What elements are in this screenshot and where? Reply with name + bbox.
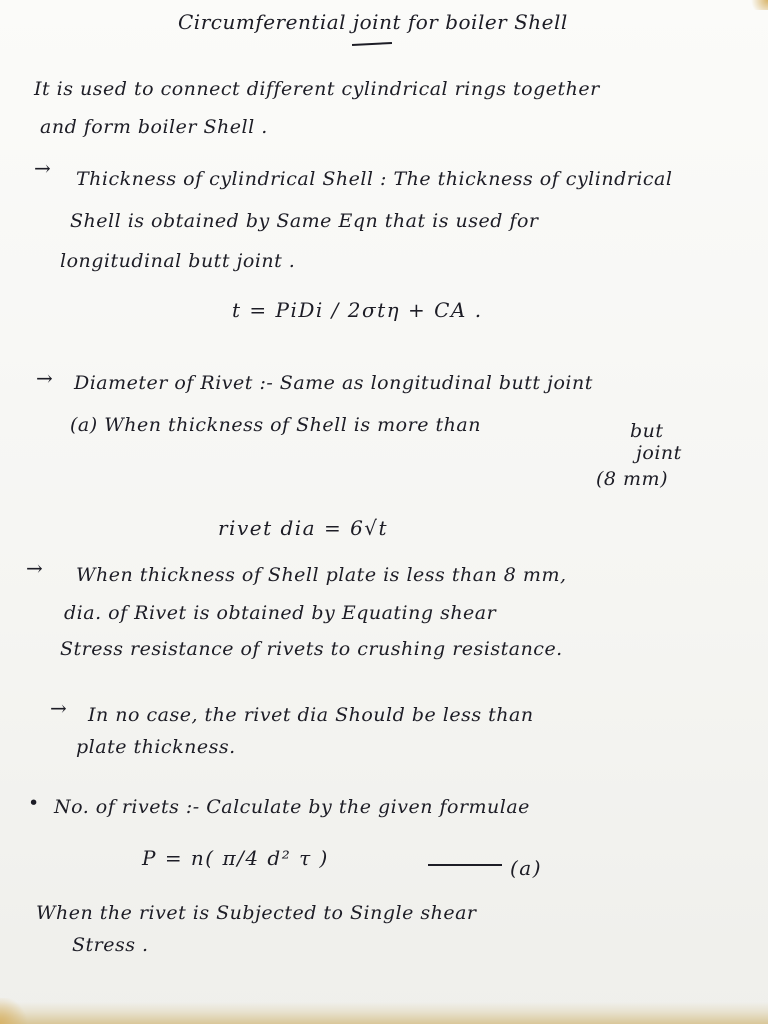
- equation-reference-line: [428, 864, 502, 866]
- intro-line-1: It is used to connect different cylindrical rings together: [34, 78, 600, 100]
- page-title: Circumferential joint for boiler Shell: [178, 10, 568, 34]
- when-less-line-1: When thickness of Shell plate is less than 8 mm,: [76, 564, 567, 586]
- arrow-marker-when-less: →: [26, 556, 44, 580]
- when-less-line-3: Stress resistance of rivets to crushing resistance.: [60, 638, 563, 660]
- intro-line-2: and form boiler Shell .: [40, 116, 268, 138]
- no-case-line-1: In no case, the rivet dia Should be less than: [88, 704, 534, 726]
- rivets-line-3: Stress .: [72, 934, 149, 956]
- equation-reference-label: (a): [510, 856, 543, 880]
- rivets-formula: P = n( π/4 d² τ ): [142, 846, 329, 870]
- corner-stain-top-right: [746, 0, 768, 10]
- rivets-line-2: When the rivet is Subjected to Single shear: [36, 902, 477, 924]
- rivets-line-1: No. of rivets :- Calculate by the given formulae: [54, 796, 530, 818]
- diameter-line-4: (8 mm): [596, 468, 668, 490]
- bullet-marker: •: [28, 792, 40, 814]
- thickness-line-2: Shell is obtained by Same Eqn that is used for: [70, 210, 539, 232]
- when-less-line-2: dia. of Rivet is obtained by Equating shear: [64, 602, 497, 624]
- diameter-line-2: (a) When thickness of Shell is more than: [70, 414, 481, 436]
- arrow-marker-diameter: →: [36, 366, 54, 390]
- arrow-marker-thickness: →: [34, 156, 52, 180]
- page-bottom-edge: [0, 1002, 768, 1024]
- diameter-line-2b: but: [630, 420, 664, 442]
- arrow-marker-no-case: →: [50, 696, 68, 720]
- title-underline: [352, 42, 392, 46]
- thickness-line-3: longitudinal butt joint .: [60, 250, 296, 272]
- thickness-line-1: Thickness of cylindrical Shell : The thickness of cylindrical: [76, 168, 673, 190]
- rivet-dia-formula: rivet dia = 6√t: [218, 516, 389, 540]
- no-case-line-2: plate thickness.: [76, 736, 236, 758]
- corner-stain: [0, 998, 30, 1024]
- diameter-line-1: Diameter of Rivet :- Same as longitudinal butt joint: [74, 372, 593, 394]
- diameter-line-3: joint: [636, 442, 682, 464]
- thickness-formula: t = PiDi / 2σtη + CA .: [232, 298, 483, 322]
